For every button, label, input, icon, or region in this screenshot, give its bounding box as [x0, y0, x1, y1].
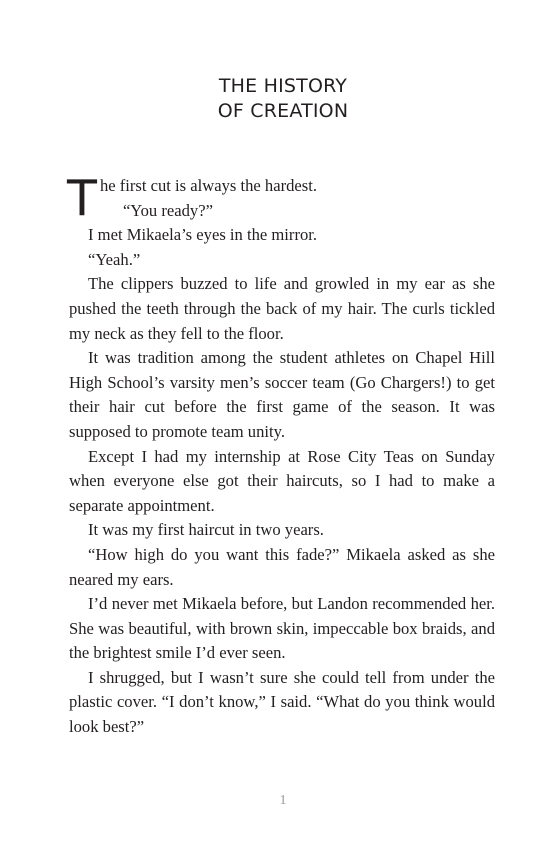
opening-paragraph-text: he first cut is always the hardest. — [99, 176, 317, 195]
opening-paragraph — [67, 170, 495, 227]
chapter-title-line-1: THE HISTORY — [218, 75, 348, 97]
paragraph-6: It was tradition among the student athletes on Chapel Hill High School’s varsity men’s soccer team (Go Chargers!) to get their hair cut before the first game of the season. It was supposed to promote team unity. — [69, 348, 495, 441]
chapter-body — [67, 170, 495, 740]
paragraph-3: I met Mikaela’s eyes in the mirror. — [88, 225, 318, 245]
paragraph-10: I’d never met Mikaela before, but Landon recommended her. She was beautiful, with brown skin, impeccable box braids, and the brightest smile I’d ever seen. — [69, 594, 495, 663]
paragraph-7: Except I had my internship at Rose City Teas on Sunday when everyone else got their haircuts, so I had to make a separate appointment. — [69, 446, 495, 515]
paragraph-9: “How high do you want this fade?” Mikaela asked as she neared my ears. — [69, 544, 495, 589]
chapter-title-line-2: OF CREATION — [217, 100, 349, 122]
paragraph-5: The clippers buzzed to life and growled in my ear as she pushed the teeth through the back of my hair. The curls tickled my neck as they fell to the floor. — [69, 274, 495, 343]
dialogue-you-ready: “You ready?” — [122, 200, 213, 220]
paragraph-4: “Yeah.” — [88, 249, 141, 269]
drop-cap: T — [67, 170, 97, 227]
page-number: 1 — [279, 793, 287, 808]
paragraph-11: I shrugged, but I wasn’t sure she could tell from under the plastic cover. “I don’t know,” I said. “What do you think would look best?” — [69, 667, 495, 737]
chapter-title — [0, 74, 560, 124]
paragraph-8: It was my first haircut in two years. — [88, 520, 324, 540]
